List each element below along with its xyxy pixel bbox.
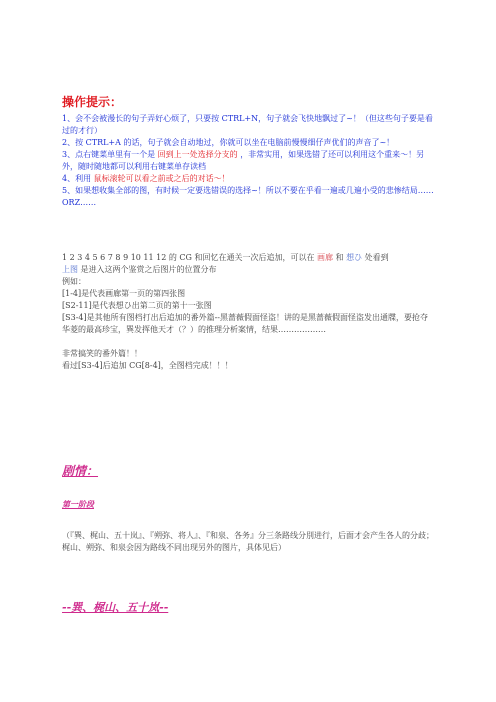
- phase-description: （『巽、梶山、五十岚』、『朔弥、将人』、『和泉、各务』分三条路线分別进行，后面才会产生各人的分歧；梶山、朔弥、和泉会因为路线不同出现另外的图片，具体见后）: [62, 531, 434, 552]
- phase-title: 第一阶段: [62, 499, 94, 509]
- cg-intro-suffix: 处看到: [364, 253, 389, 262]
- tip-highlight: 鼠标滚轮可以看之前或之后的对话～！: [93, 174, 230, 183]
- story-title: 剧情：: [62, 464, 99, 478]
- tip-text: 3、点右键菜单里有一个是: [62, 150, 156, 159]
- tip-item: [62, 137, 434, 149]
- cg-intro-text: 1 2 3 4 5 6 7 8 9 10 11 12 的 CG 和回忆在通关一次后追加，可以在: [62, 253, 315, 262]
- blank-line: [62, 336, 434, 348]
- gallery-note-text: 是进入这两个鉴赏之后图片的位置分布: [80, 265, 217, 274]
- tips-title: 操作提示：: [62, 95, 123, 109]
- tip-text: 2、按 CTRL+A 的话，句子就会自动地过，你就可以坐在电脑前慢慢细仔声优们的声音了~！: [62, 138, 395, 147]
- example-line: [S3-4]是其他所有图档打出后追加的番外篇--黑蔷薇假面怪盗！讲的是黑蔷薇假面怪盗发出通牒，要抢夺华菱的最高珍宝，巽发挥他天才（？）的推理分析案情，结果………………: [62, 313, 429, 334]
- tip-item: [62, 149, 434, 173]
- memory-link[interactable]: 想ひ: [346, 253, 363, 262]
- example-label: 例如：: [62, 277, 86, 286]
- tip-text: 5、如果想收集全部的图，有时候一定要选错误的选择~！所以不要在乎看一遍或几遍小受的悲惨结局……ORZ……: [62, 186, 434, 207]
- tip-highlight: 回到上一处选择分支的: [157, 150, 238, 159]
- tip-text: 4、利用: [62, 174, 92, 183]
- example-line: [S2-11]是代表想ひ出第二页的第十一张图: [62, 301, 212, 310]
- notes-section: [62, 252, 434, 372]
- tip-text: 1、会不会被漫长的句子弄好心烦了，只要按 CTRL+N，句子就会飞快地飘过了~！（但这些句子要是看过的才行）: [62, 114, 433, 135]
- example-line: [1-4]是代表画廊第一页的第四张图: [62, 289, 186, 298]
- gallery-link[interactable]: 画廊: [317, 253, 334, 262]
- gallery-note-line: [62, 264, 434, 276]
- tip-item: [62, 185, 434, 209]
- tip-item: [62, 173, 434, 185]
- tip-text: ，非常实用，如果选错了还可以利用这个重来～！另外，随时随地都可以利用右键菜单存读档: [62, 150, 425, 171]
- tip-item: [62, 113, 434, 137]
- gallery-note-link[interactable]: 上图: [62, 265, 78, 274]
- cg-intro-line: [62, 252, 434, 264]
- route-title: --巽、梶山、五十岚--: [62, 601, 169, 614]
- funny-text: 非常搞笑的番外篇！！: [62, 349, 142, 358]
- and-text: 和: [335, 253, 344, 262]
- tips-list: [62, 113, 434, 209]
- complete-text: 看过[S3-4]后追加 CG[8-4]，全图档完成！！！: [62, 361, 233, 370]
